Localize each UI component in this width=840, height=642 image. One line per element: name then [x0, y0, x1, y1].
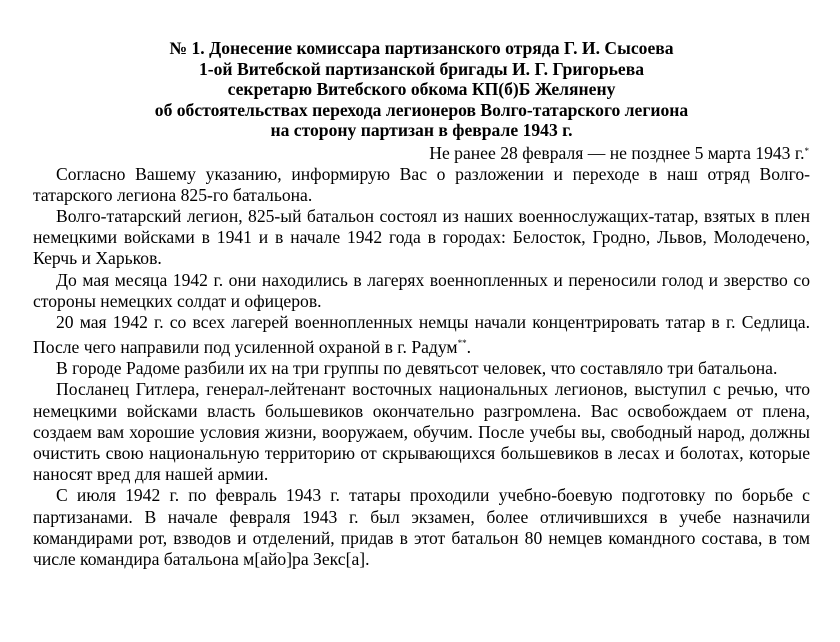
title-line: об обстоятельствах перехода легионеров Волго-татарского легиона — [154, 99, 689, 120]
footnote-marker: * — [804, 145, 809, 156]
paragraph-4 — [33, 312, 810, 358]
title-line: на сторону партизан в феврале 1943 г. — [270, 120, 573, 140]
paragraph-3: До мая месяца 1942 г. они находились в лагерях военнопленных и переносили голод и зверство со стороны немецких солдат и офицеров. — [33, 269, 810, 311]
paragraph-1: Согласно Вашему указанию, информирую Вас о разложении и переходе в наш отряд Волго-татарского легиона 825-го батальона. — [33, 163, 810, 205]
dateline-text: Не ранее 28 февраля — не позднее 5 марта 1943 г. — [429, 142, 805, 163]
title-line: 1-ой Витебской партизанской бригады И. Г. Григорьева — [198, 58, 645, 79]
paragraph-6: Посланец Гитлера, генерал-лейтенант восточных национальных легионов, выступил с речью, что немецкими войсками власть большевиков окончательно разгромлена. Вас освобождаем от плена, создаем вам хорошие условия жизни, вооружаем, обучим. После учебы вы, свободный народ, должны очистить свою национальную территорию от скрывающихся большевиков в лесах и болотах, которые наносят вред для нашей армии. — [33, 379, 810, 485]
dateline — [33, 143, 810, 164]
paragraph-7: С июля 1942 г. по февраль 1943 г. татары проходили учебно-боевую подготовку по борьбе с партизанами. В начале февраля 1943 г. был экзамен, более отличившихся в учебе назначили командирами рот, взводов и отделений, придав в этот батальон 80 немцев командного состава, в том числе командира батальона м[айо]ра Зекс[а]. — [33, 485, 810, 570]
document-title — [33, 38, 810, 141]
paragraph-4-end: . — [466, 336, 471, 357]
paragraph-4-text: 20 мая 1942 г. со всех лагерей военнопленных немцы начали концентрировать татар в г. Седлица. После чего направили под усиленной охраной в г. Радум — [33, 311, 810, 357]
footnote-marker: ** — [457, 338, 467, 349]
title-line: № 1. Донесение комиссара партизанского отряда Г. И. Сысоева — [169, 38, 674, 58]
paragraph-5: В городе Радоме разбили их на три группы по девятьсот человек, что составляло три батальона. — [56, 358, 778, 379]
paragraph-2: Волго-татарский легион, 825-ый батальон состоял из наших военнослужащих-татар, взятых в плен немецкими войсками в 1941 и в начале 1942 года в городах: Белосток, Гродно, Львов, Молодечено, Керчь и Харьков. — [33, 205, 810, 269]
title-line: секретарю Витебского обкома КП(б)Б Желянену — [227, 79, 616, 99]
